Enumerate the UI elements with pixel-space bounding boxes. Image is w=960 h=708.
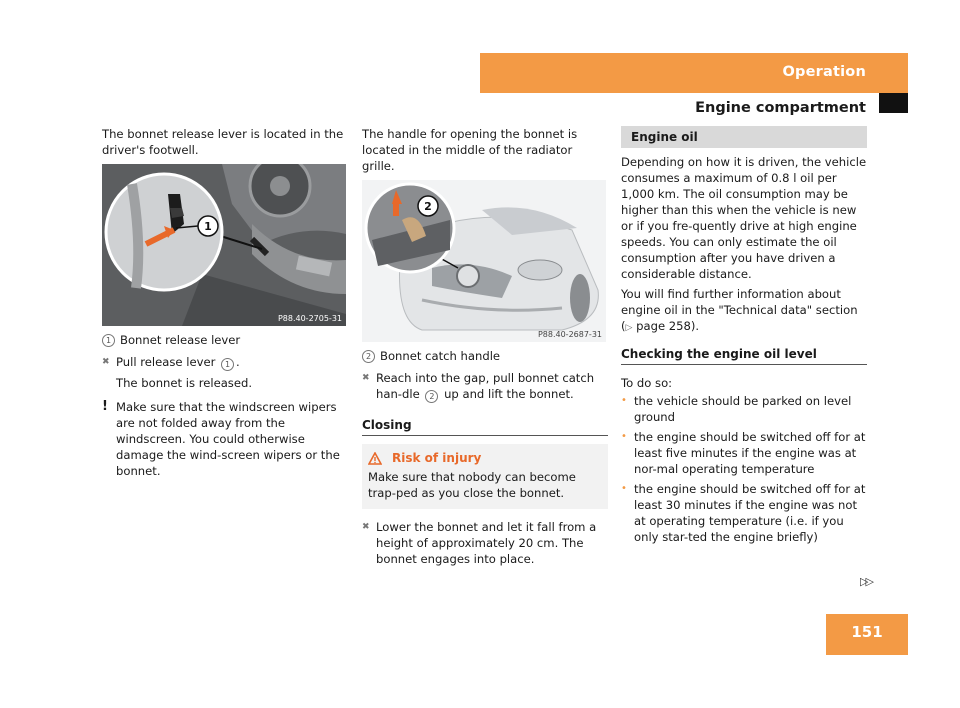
step-arrow-icon: ✖ [362, 373, 370, 383]
step-arrow-icon: ✖ [102, 357, 110, 367]
page-number-box [826, 614, 908, 655]
page-number: 151 [851, 623, 883, 641]
caption-number: 1 [102, 334, 115, 347]
grille-figure [362, 180, 606, 342]
column-left [102, 126, 348, 479]
requirements-list [621, 393, 867, 545]
column-right [621, 126, 867, 545]
figure-callout-2: 2 [424, 200, 432, 213]
further-info-text: You will find further information about engine oil in the "Technical data" section [621, 287, 858, 317]
figure-caption [362, 348, 608, 364]
operation-tab [480, 53, 908, 93]
list-item-text: the engine should be switched off for at least 30 minutes if the engine was not at operating temperature (i.e. if you only star-ted the engine briefly) [634, 482, 866, 544]
step-text: Reach into the gap, pull bonnet catch han-dle [376, 371, 595, 401]
column-middle [362, 126, 608, 567]
operation-label: Operation [782, 64, 866, 80]
car-front-illustration [362, 180, 606, 342]
risk-title-row [368, 450, 602, 466]
step-pull-lever [102, 354, 348, 371]
caption-number: 2 [362, 350, 375, 363]
page-reference [621, 318, 867, 336]
footwell-illustration [102, 164, 346, 326]
step-lower-bonnet [362, 519, 608, 567]
continued-marker: ▷▷ [860, 575, 871, 588]
intro-text: The handle for opening the bonnet is located in the middle of the radiator grille. [362, 127, 578, 173]
list-item [621, 393, 867, 425]
risk-warning-box [362, 444, 608, 509]
bullet-icon: • [621, 483, 627, 494]
page-ref-link[interactable]: page 258). [636, 319, 700, 333]
corner-marker [879, 93, 908, 113]
todo-text: To do so: [621, 376, 673, 390]
engine-oil-heading: Engine oil [621, 126, 867, 148]
step-result: The bonnet is released. [116, 376, 253, 390]
figure-code: P88.40-2705-31 [277, 314, 342, 323]
caption-text: Bonnet release lever [120, 333, 241, 347]
warning-text: Make sure that the windscreen wipers are not folded away from the windscreen. You could otherwise damage the wind-screen wipers or the bonnet. [116, 400, 340, 478]
caption-text: Bonnet catch handle [380, 349, 501, 363]
footwell-figure [102, 164, 346, 326]
intro-text: The bonnet release lever is located in the driver's footwell. [102, 127, 344, 157]
list-item-text: the engine should be switched off for at least five minutes if the engine was at nor-mal operating temperature [634, 430, 866, 476]
warning-note [102, 399, 348, 479]
step-pull-handle [362, 370, 608, 403]
step-text-end: up and lift the bonnet. [444, 387, 574, 401]
page-ref-open: ( [621, 319, 626, 333]
closing-heading: Closing [362, 417, 608, 436]
step-text: Lower the bonnet and let it fall from a height of approximately 20 cm. The bonnet engages into place. [376, 520, 597, 566]
figure-caption [102, 332, 348, 348]
section-title: Engine compartment [695, 100, 866, 116]
check-oil-heading: Checking the engine oil level [621, 346, 867, 365]
figure-code: P88.40-2687-31 [537, 330, 602, 339]
step-arrow-icon: ✖ [362, 522, 370, 532]
list-item [621, 429, 867, 477]
bullet-icon: • [621, 395, 627, 406]
page-ref-arrow-icon: ▷ [625, 323, 633, 333]
step-text-end: . [236, 355, 240, 369]
list-item [621, 481, 867, 545]
oil-consumption-text: Depending on how it is driven, the vehicle consumes a maximum of 0.8 l oil per 1,000 km. The oil consumption may be higher than this when the vehicle is new or if you fre-quently drive at high engine speeds. You can only estimate the oil consumption after you have driven a considerable distance. [621, 155, 867, 281]
figure-callout-1: 1 [204, 220, 212, 233]
step-text: Pull release lever [116, 355, 216, 369]
warning-triangle-icon [368, 452, 382, 465]
step-number: 1 [221, 358, 234, 371]
risk-text: Make sure that nobody can become trap-ped as you close the bonnet. [368, 470, 576, 500]
bullet-icon: • [621, 431, 627, 442]
list-item-text: the vehicle should be parked on level ground [634, 394, 852, 424]
step-number: 2 [425, 390, 438, 403]
risk-title: Risk of injury [392, 451, 482, 465]
warning-mark-icon: ! [102, 399, 108, 414]
